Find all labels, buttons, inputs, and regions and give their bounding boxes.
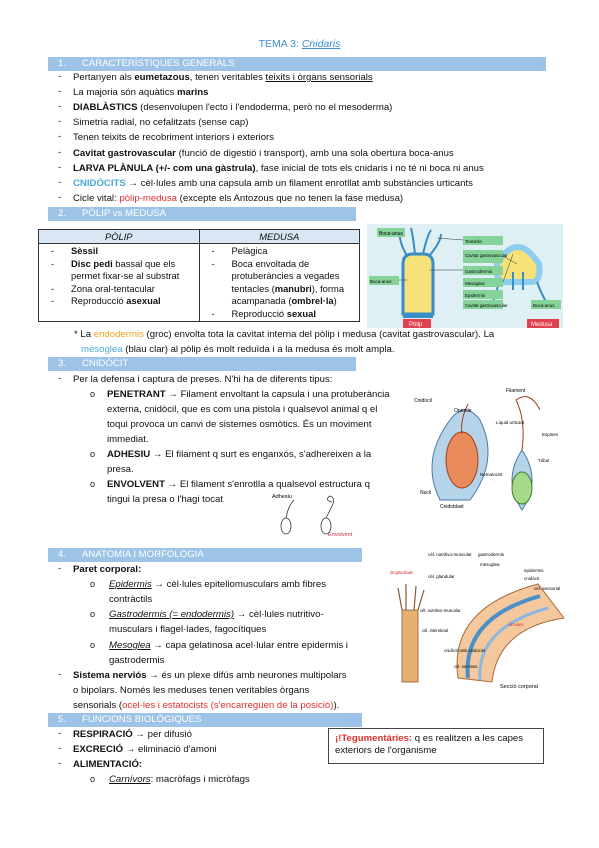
s4-mesoglea: Mesoglea → capa gelatinosa acel·lular entre epidermis i — [109, 640, 348, 651]
s4-paret-corporal: Paret corporal: — [73, 564, 142, 575]
fig-label: Cavitat gastrovascular — [465, 303, 508, 308]
polip-medusa-table — [38, 229, 360, 322]
cnidocit-types-sketch — [266, 488, 356, 540]
cnidocit-adhesiu-2: presa. — [107, 464, 134, 475]
fig-label: Epidermis — [465, 293, 486, 298]
fig-label: Cavitat gastrovascular — [465, 253, 508, 258]
s1-line-8: CNIDÒCITS → cèl·lules amb una capsula amb un filament enrotllat amb substàncies urticants — [73, 178, 473, 189]
s2-note-2: mesoglea (blau clar) al pòlip és molt reduïda i a la medusa és molt ampla. — [81, 344, 395, 355]
s4-epidermis: Epidermis → cèl·lules epiteliomusculars amb fibres — [109, 579, 327, 590]
section-header-2: 2. PÒLIP vs MEDUSA — [48, 207, 356, 221]
s2-note-1: * La endodermis (groc) envolta tota la cavitat interna del pòlip i medusa (cavitat gastrovascular). La — [74, 329, 495, 340]
fig-label: Tentacle — [465, 239, 482, 244]
fig-label: Pòlip — [409, 322, 423, 328]
fig-label: Túbul — [538, 458, 550, 463]
polip-item: - Disc pedi bassal que els permet fixar-se al substrat — [51, 257, 180, 281]
s4-sistema-nervios-3: sensorials (ocel·les i estatocists (s'encarreguen de la posició)). — [73, 700, 340, 711]
fig-label: circulars — [508, 622, 524, 627]
s1-line-2: La majoria són aquàtics marins — [73, 87, 209, 98]
section-header-3: 3. CNIDÒCIT — [48, 357, 356, 371]
s1-line-7: LARVA PLÀNULA (+/- com una gàstrula), fase inicial de tots els cnidaris i no té ni boca ni anus — [73, 163, 484, 174]
cnidocit-envolvent: ENVOLVENT → El filament s'enrotlla a qualsevol estructura q — [107, 479, 370, 490]
fig-label: cnidòcit amb cnidocist — [444, 648, 485, 653]
polip-item: - Reproducció asexual — [51, 295, 161, 306]
polip-medusa-diagram — [367, 224, 563, 328]
fig-label: cèl. nutritivo-muscular — [420, 608, 461, 613]
fig-label: Gastrodermis — [465, 269, 493, 274]
polip-item: - Zona oral-tentacular — [51, 282, 155, 294]
fig-label: mesoglea — [480, 562, 500, 567]
s1-line-5: Tenen teixits de recobriment interiors i exteriors — [73, 132, 275, 143]
fig-label: Boca-anus — [533, 303, 555, 308]
fig-label: cnidòcit — [524, 576, 540, 581]
s4-mesoglea-2: gastrodermis — [109, 655, 165, 666]
body-wall-diagram — [388, 548, 568, 696]
fig-label: Opercle — [454, 408, 472, 414]
s1-line-9: Cicle vital: pòlip-medusa (excepte els Antozous que no tenen la fase medusa) — [73, 193, 404, 204]
s5-respiracio: RESPIRACIÓ → per difusió — [73, 729, 192, 740]
fig-label: Nematocist — [480, 472, 503, 477]
cnidocit-penetrant-4: immediat. — [107, 434, 149, 445]
th-medusa: MEDUSA — [199, 230, 360, 244]
cnidocit-penetrant-2: externa, cnidòcil, que es com una pistola i qualsevol animal q el — [107, 404, 378, 415]
fig-label: cèl. glandular — [428, 574, 455, 579]
fig-label: Cnidoblast — [440, 504, 464, 510]
cnidocit-envolvent-2: tingui la presa o l'hagi tocat — [107, 494, 223, 505]
section-header-1: 1. CARACTERÍSTIQUES GENERALS — [48, 57, 546, 71]
fig-label: cèl. nutritivo-muscular — [428, 552, 472, 557]
fig-label: cèl. intersticial — [422, 628, 449, 633]
s5-carnivors: Carnívors: macròfags i micròfags — [109, 774, 250, 785]
s4-epidermis-2: contràctils — [109, 594, 153, 605]
s4-gastrodermis-2: musculars i flagel·lades, fagocítiques — [109, 624, 267, 635]
fig-label: Adhesiu — [272, 494, 292, 500]
fig-label: Envolvent — [328, 532, 353, 538]
s1-line-4: Simetria radial, no cefalitzats (sense cap) — [73, 117, 249, 128]
s3-intro: Per la defensa i captura de preses. N'hi ha de diferents tipus: — [73, 374, 333, 385]
s4-sistema-nervios-2: o bipolars. Només les meduses tenen veritables òrgans — [73, 685, 310, 696]
fig-label: Boca-anus — [379, 231, 403, 237]
fig-label: Medusa — [531, 322, 553, 328]
section-header-5: 5. FUNCIONS BIOLÒGIQUES — [48, 713, 362, 727]
th-polip: PÒLIP — [39, 230, 200, 244]
fig-label: Mesoglea — [465, 281, 485, 286]
fig-label: Boca-anus — [370, 279, 392, 284]
cnidocit-penetrant-3: toqui provoca un canvi de sistemes osmòtics. És un moviment — [107, 419, 372, 430]
s4-gastrodermis: Gastrodermis (= endodermis) → cèl·lules nutritivo- — [109, 609, 324, 620]
s1-line-6: Cavitat gastrovascular (funció de digestió i transport), amb una sola obertura boca-anus — [73, 148, 454, 159]
cnidocit-diagram — [410, 380, 560, 520]
s1-line-1: Pertanyen als eumetazous, tenen veritables teixits i òrgans sensorials — [73, 72, 373, 83]
page-title: TEMA 3: Cnidaris — [258, 38, 341, 50]
fig-label: cèl. nerviosa — [454, 664, 478, 669]
section-header-4: 4. ANATOMIA I MORFOLOGIA — [48, 548, 362, 562]
medusa-item: - Pelàgica — [211, 245, 268, 256]
fig-label: Secció corporal — [500, 684, 538, 690]
fig-label: gastrodermis — [478, 552, 505, 557]
tegumentaries-note: ¡!Tegumentàries: q es realitzen a les capes exteriors de l'organisme — [328, 728, 544, 764]
cnidocit-adhesiu: ADHESIU → El filament q surt es enganxós, s'adhereixen a la — [107, 449, 372, 460]
fig-label: cèl. sensorial — [534, 586, 561, 591]
medusa-item: - Boca envoltada de protuberàncies a vegades tentacles (manubri), forma acampanada (ombrel·la) — [211, 257, 345, 306]
fig-label: Filament — [506, 388, 526, 394]
polip-item: - Sèssil — [51, 245, 99, 256]
fig-label: Espines — [542, 432, 559, 437]
fig-label: longitudinals — [390, 570, 414, 575]
fig-label: Cnidòcil — [414, 398, 432, 404]
s5-alimentacio: ALIMENTACIÓ: — [73, 759, 143, 770]
s5-excrecio: EXCRECIÓ → eliminació d'amoni — [73, 744, 217, 755]
fig-label: Nucli — [420, 490, 432, 496]
fig-label: Líquid urticant — [496, 420, 525, 425]
cnidocit-penetrant: PENETRANT → Filament envoltant la capsula i una protuberància — [107, 389, 390, 400]
medusa-item: - Reproducció sexual — [211, 307, 316, 319]
fig-label: epidermis — [524, 568, 544, 573]
s4-sistema-nervios: Sistema nerviós → és un plexe difús amb neurones multipolars — [73, 670, 347, 681]
s1-line-3: DIABLÀSTICS (desenvolupen l'ecto i l'endoderma, però no el mesoderma) — [73, 102, 393, 113]
